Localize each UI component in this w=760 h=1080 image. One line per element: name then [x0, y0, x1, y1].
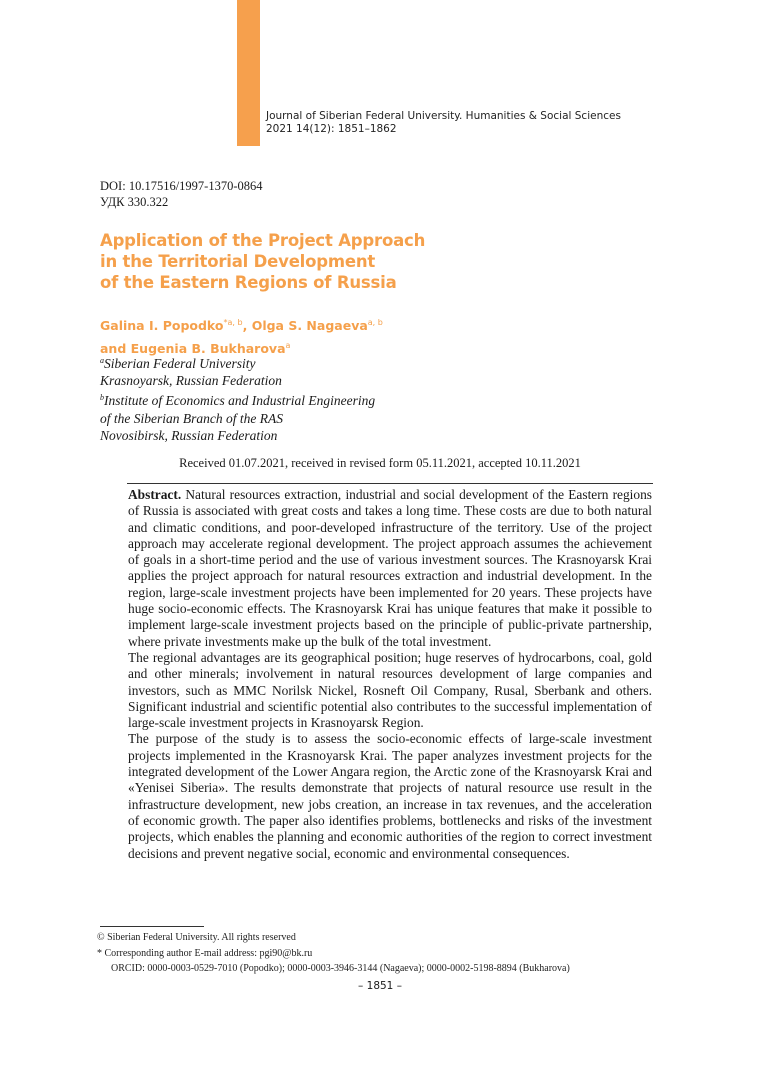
footnote-copyright: © Siberian Federal University. All rights reserved — [97, 932, 296, 943]
footnote-corresponding: * Corresponding author E-mail address: pgi90@bk.ru — [97, 947, 313, 959]
received-dates: Received 01.07.2021, received in revised form 05.11.2021, accepted 10.11.2021 — [179, 456, 581, 470]
journal-color-bar — [237, 0, 260, 146]
udc: УДК 330.322 — [100, 195, 169, 209]
author-bukharova-marks: a — [285, 341, 291, 350]
page-number: – 1851 – — [358, 980, 402, 992]
title-line-1: Application of the Project Approach — [100, 231, 426, 250]
footnotes — [97, 930, 570, 977]
author-separator: , — [242, 318, 252, 333]
affiliations — [100, 352, 375, 444]
affiliation-b-line-2: of the Siberian Branch of the RAS — [100, 410, 283, 426]
abstract-paragraph-1 — [128, 487, 652, 650]
title-line-2: in the Territorial Development — [100, 252, 376, 271]
doi: DOI: 10.17516/1997-1370-0864 — [100, 179, 263, 193]
affiliation-b-line-1 — [100, 389, 375, 409]
abstract-label: Abstract. — [128, 487, 182, 502]
article-identifiers — [100, 178, 263, 210]
footnote-divider — [100, 926, 204, 927]
journal-header — [266, 110, 621, 136]
abstract-text-1: Natural resources extraction, industrial and social development of the Eastern regions of Russia is associated with great costs and takes a long time. These costs are due to both natural and climatic conditions, and poor-developed infrastructure of the territory. Use of the project approach may accelerate regional development. The project approach assumes the achievement of goals in a short-time period and the use of various investment sources. The Krasnoyarsk Krai applies the project approach for natural resources extraction and industrial development. In the region, large-scale investment projects have been implemented for 20 years. These projects have huge socio-economic effects. The Krasnoyarsk Krai has unique features that make it possible to implement large-scale investment projects based on the principle of public-private partnership, where private investments make up the bulk of the total investment. — [128, 487, 652, 649]
affiliation-b-name: Institute of Economics and Industrial Engineering — [104, 393, 376, 409]
affiliation-b-line-3: Novosibirsk, Russian Federation — [100, 427, 278, 443]
author-nagaeva-marks: a, b — [367, 318, 383, 327]
affiliation-a-mark: a — [100, 356, 104, 365]
author-nagaeva: Olga S. Nagaeva — [251, 318, 368, 333]
abstract — [128, 487, 652, 862]
abstract-paragraph-2: The regional advantages are its geographical position; huge reserves of hydrocarbons, coal, gold and other minerals; involvement in natural resources development of large companies and investors, such as MMC Norilsk Nickel, Rosneft Oil Company, Rusal, Sberbank and others. Significant industrial and scientific potential also contributes to the successful implementation of large-scale investment projects in Krasnoyarsk Region. — [128, 649, 652, 731]
title-line-3: of the Eastern Regions of Russia — [100, 273, 397, 292]
affiliation-b-mark: b — [100, 393, 104, 403]
author-popodko-marks: *a, b — [223, 318, 243, 327]
affiliation-a-line-1 — [100, 352, 375, 372]
author-line-1 — [100, 313, 520, 336]
affiliation-a-name: Siberian Federal University — [104, 356, 256, 371]
abstract-paragraph-3: The purpose of the study is to assess the socio-economic effects of large-scale investment projects implemented in the Krasnoyarsk Krai. The paper analyzes investment projects for the integrated development of the Lower Angara region, the Arctic zone of the Krasnoyarsk Krai and «Yenisei Siberia». The results demonstrate that projects of natural resource use result in the infrastructure development, new jobs creation, an increase in tax revenues, and the acceleration of economic growth. The paper also identifies problems, bottlenecks and risks of the investment projects, which enables the planning and economic authorities of the region to correct investment decisions and prevent negative social, economic and environmental consequences. — [128, 731, 652, 861]
author-bukharova: Eugenia B. Bukharova — [130, 341, 286, 356]
author-conjunction: and — [100, 341, 131, 356]
article-title — [100, 230, 520, 293]
journal-issue: 2021 14(12): 1851–1862 — [266, 123, 397, 135]
journal-name: Journal of Siberian Federal University. Humanities & Social Sciences — [266, 110, 621, 122]
footnote-orcid: ORCID: 0000-0003-0529-7010 (Popodko); 0000-0003-3946-3144 (Nagaeva); 0000-0002-5198-8894 (Bukharova) — [111, 963, 570, 974]
abstract-divider — [127, 483, 653, 484]
affiliation-a-line-2: Krasnoyarsk, Russian Federation — [100, 373, 282, 389]
author-popodko: Galina I. Popodko — [100, 318, 224, 333]
